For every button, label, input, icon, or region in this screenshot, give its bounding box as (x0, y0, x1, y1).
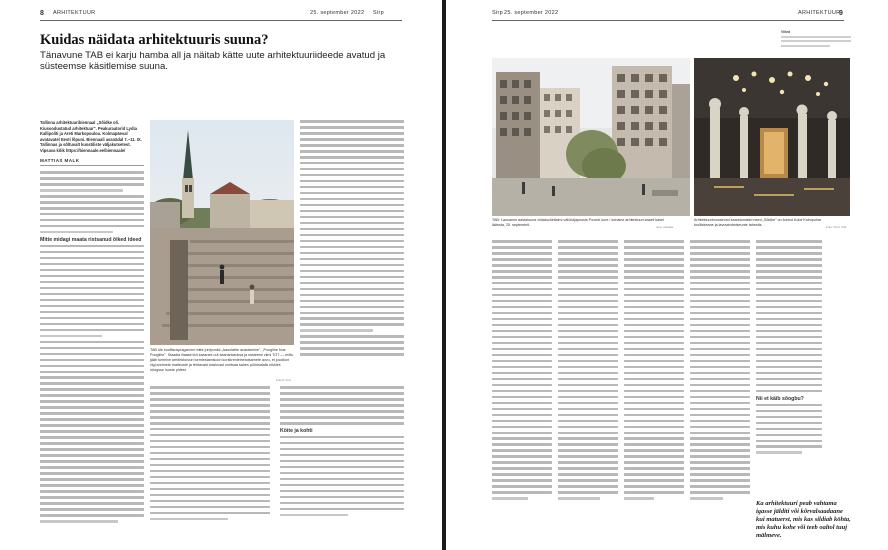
subheading-1: Mitte midagi maata ristsanud õiked ideed (40, 236, 142, 243)
body-column-2-lower (150, 386, 270, 524)
photo-lausanne-buildings (492, 58, 690, 216)
left-page (0, 0, 442, 550)
photo-museum-interior (694, 58, 850, 216)
body-column-r5 (756, 240, 822, 457)
photo-caption-right-1: TAB: Lausanne aastaluuna viidatuvõeltalmi väl/öidjapoosis Pooedi kure / kohaind arhitektuuri kaaeli kasel läänsta, 25. septembril. (492, 218, 664, 227)
body-column-r1 (492, 240, 552, 503)
right-page-number: 9 (839, 10, 844, 17)
body-column-3-lower (280, 386, 404, 520)
subheading-3: Nii et käib sõogbu? (756, 395, 804, 402)
subheading-2: Köite ja kohti (280, 427, 313, 434)
body-column-r2 (558, 240, 618, 503)
body-column-r3 (624, 240, 684, 503)
body-column-r4 (690, 240, 750, 503)
photo-church-stairs (150, 120, 294, 345)
pull-quote: Ka arhitektuuri peab vahtama igasse jälditi või kõrvalsaadaane kui matuerst, mis kas sildiab köhta, mis kuhu kohe või teeb oaltol tuuj mälmeve. (756, 500, 851, 539)
photo-caption-left: TAB üle koolitsuspragammi mitte juhtpunkti „Aasolatrie avastamine", „Pooglihe Nue Pooglihe". Staadia iliaasti töö kaasnes uut kaansnkauksa ja süsteemi viimi TOT — mõtu jääb tumelve arhitekturuuri tormiestamsioon kontkrenteinetutsamete avvu, et joodloot vigi andmete maiteuste ja tehtavaid tutaluvad nuirtsaa kahes pöörisalalis nikkles nüugsse luuste pidest. (150, 348, 294, 372)
photo-caption-right-2: Arhitektuurimuuseumi kaarstomistid need „Sõidke" on toetud Kolof Kolmpuhar tuultiskeane ja lavraandmiseunte tahestis. (694, 218, 822, 227)
article-title: Kuidas näidata arhitektuuris suuna? (40, 32, 269, 48)
event-infobox: Tallinna arhitektuuribiennaal „Sõidke oli. Kiusoodustatud arhitektuur". Peakuraatorid Lydia Kallipoliti ja Areti Markopoulou. Kolmapäeval avatavatel Eesti lõpuni. Biennaali avanädal 7.–11. IX. Tallinnas ja sõltuvalt kunstiliste väljakutsetest. Vipsava kõik https://biennaale.ee/biennaale/ (40, 120, 142, 153)
right-header-rule (492, 20, 844, 21)
right-date: 25. september 2022 (504, 10, 559, 16)
right-publication: Sirp (492, 10, 503, 16)
body-column-1 (40, 171, 144, 526)
photo-credit-right-2: Foto: Kirsi. Väli (826, 225, 847, 229)
author-byline: MATTIAS MALK (40, 158, 80, 163)
right-section-label: ARHITEKTUUR (798, 10, 841, 16)
left-page-number: 8 (40, 10, 45, 17)
left-section-label: ARHITEKTUUR (53, 10, 96, 16)
body-column-3-upper (300, 120, 404, 359)
left-header-rule (40, 20, 402, 21)
author-rule (40, 165, 144, 166)
photo-credit-right-1: Jevo varaata (656, 225, 674, 229)
photo-credit-left: Fotod: Vutt (276, 378, 291, 382)
left-publication: Sirp (373, 10, 384, 16)
footnotes-label: Viited (781, 30, 791, 34)
left-date: 25. september 2022 (310, 10, 365, 16)
article-lead: Tänavune TAB ei karju hamba all ja näitab kätte uute arhitektuuriideede avatud ja süsteemse käsitlemise suuna. (40, 50, 386, 72)
footnotes-list (781, 36, 851, 49)
right-page (446, 0, 888, 550)
